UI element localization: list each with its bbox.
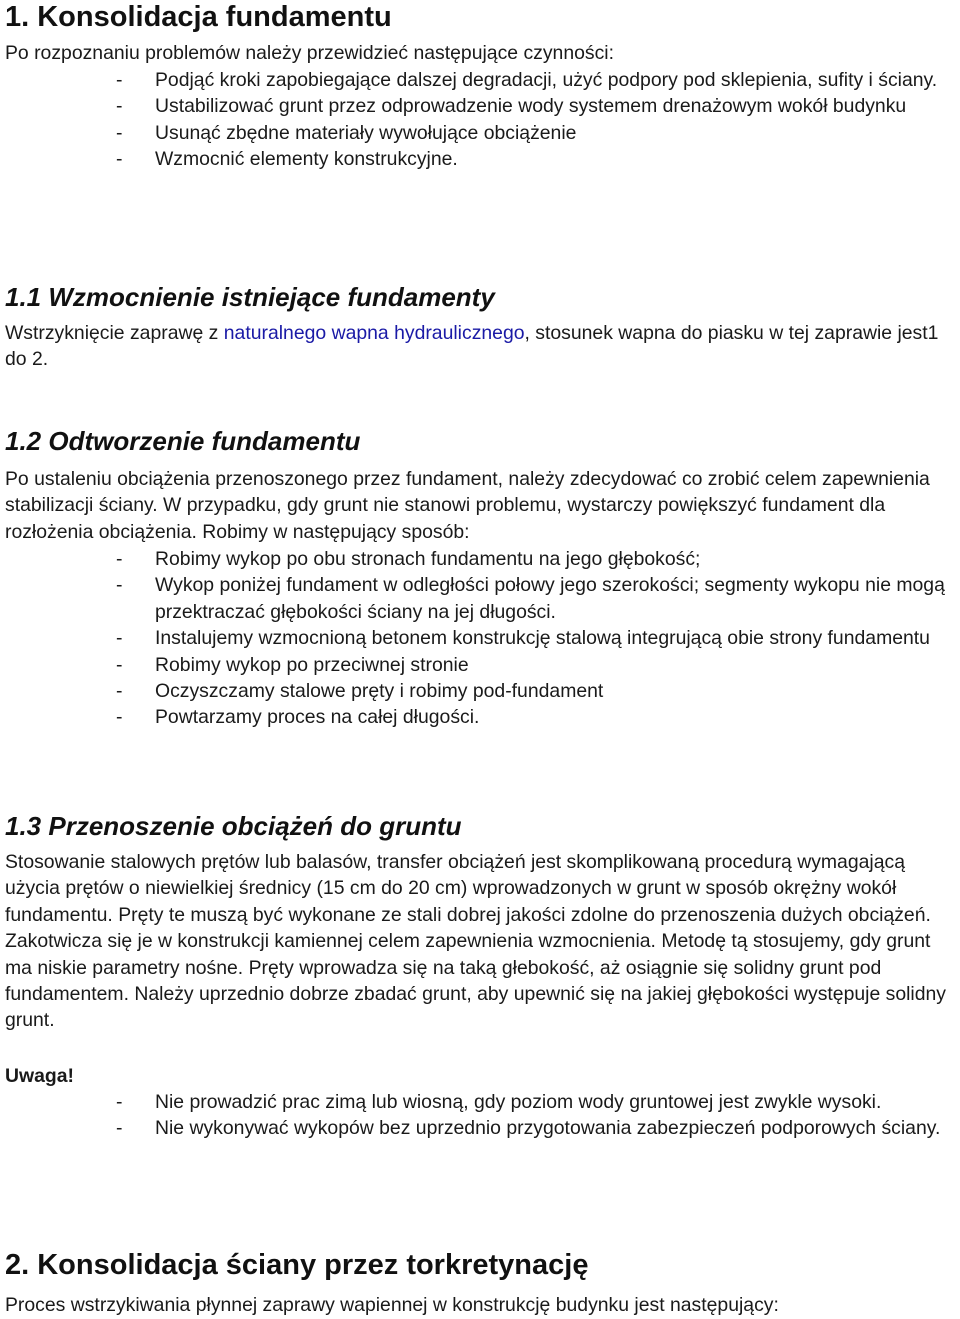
section-1-heading: 1. Konsolidacja fundamentu [5,1,392,33]
section-1-intro: Po rozpoznaniu problemów należy przewidzieć następujące czynności: [5,42,614,64]
bullet-dash: - [116,121,123,144]
section-1-2-list [0,546,960,731]
bullet-dash: - [116,1117,123,1140]
bullet-dash: - [116,627,123,650]
list-item: - Robimy wykop po przeciwnej stronie [0,652,955,678]
list-item: - Instalujemy wzmocnioną betonem konstrukcję stalową integrującą obie strony fundamentu [0,625,955,651]
list-item: - Usunąć zbędne materiały wywołujące obciążenie [0,120,955,146]
section-1-3-heading: 1.3 Przenoszenie obciążeń do gruntu [5,811,462,841]
list-item: - Nie wykonywać wykopów bez uprzednio przygotowania zabezpieczeń podporowych ściany. [0,1115,955,1141]
bullet-dash: - [116,1091,123,1113]
hydraulic-lime-link[interactable]: naturalnego wapna hydraulicznego [223,322,525,344]
bullet-dash: - [116,548,123,570]
bullet-dash: - [116,69,123,91]
section-1-3-list [0,1089,960,1142]
list-item: - Podjąć kroki zapobiegające dalszej degradacji, użyć podpory pod sklepienia, sufity i ściany. [0,67,955,93]
list-item: - Nie prowadzić prac zimą lub wiosną, gdy poziom wody gruntowej jest zwykle wysoki. [0,1089,955,1115]
list-item: - Robimy wykop po obu stronach fundamentu na jego głębokość; [0,546,955,572]
warning-label: Uwaga! [5,1065,74,1087]
section-1-list [0,67,960,173]
section-1-2-heading: 1.2 Odtworzenie fundamentu [5,426,361,456]
section-1-1-paragraph: Wstrzyknięcie zaprawę z naturalnego wapna hydraulicznego, stosunek wapna do piasku w tej zaprawie jest1 do 2. [5,322,939,371]
section-1-2-paragraph: Po ustaleniu obciążenia przenoszonego przez fundament, należy zdecydować co zrobić celem zapewnienia stabilizacji ściany. W przypadku, gdy grunt nie stanowi problemu, wystarczy powiększyć fundament dla rozłożenia obciążenia. Robimy w następujący sposób: [5,468,930,543]
list-item: - Ustabilizować grunt przez odprowadzenie wody systemem drenażowym wokół budynku [0,93,955,119]
bullet-dash: - [116,653,123,676]
section-1-1-heading: 1.1 Wzmocnienie istniejące fundamenty [5,282,495,312]
bullet-dash: - [116,706,123,729]
list-item: - Wykop poniżej fundament w odległości połowy jego szerokości; segmenty wykopu nie mogą przektraczać głębokości ściany na jej długości. [116,574,945,623]
section-2-heading: 2. Konsolidacja ściany przez torkretynację [5,1249,589,1281]
list-item: - Wzmocnić elementy konstrukcyjne. [0,146,955,172]
list-item: - Oczyszczamy stalowe pręty i robimy pod-fundament [0,678,955,704]
section-1-3-paragraph: Stosowanie stalowych prętów lub balasów, transfer obciążeń jest skomplikowaną procedurą wymagającą użycia prętów o niewielkiej średnicy (15 cm do 20 cm) wprowadzonych w grunt w sposób okrężny wokół fundamentu. Pręty te muszą być wykonane ze stali dobrej jakości zdolne do przenoszenia dużych obciążeń. Zakotwicza się je w konstrukcji kamiennej celem zapewnienia wzmocnienia. Metodę tą stosujemy, gdy grunt ma niskie parametry nośne. Pręty wprowadza się na taką głebokość, aż osiągnie się solidny grunt pod fundamentem. Należy uprzednio dobrze zbadać grunt, aby upewnić się na jakiej głębokości występuje solidny grunt. [5,851,946,1032]
section-2-paragraph: Proces wstrzykiwania płynnej zaprawy wapiennej w konstrukcję budynku jest następujący: [5,1294,779,1316]
bullet-dash: - [116,148,123,171]
bullet-dash: - [116,680,123,703]
bullet-dash: - [116,95,123,118]
list-item: - Powtarzamy proces na całej długości. [0,704,955,730]
bullet-dash: - [116,574,123,597]
